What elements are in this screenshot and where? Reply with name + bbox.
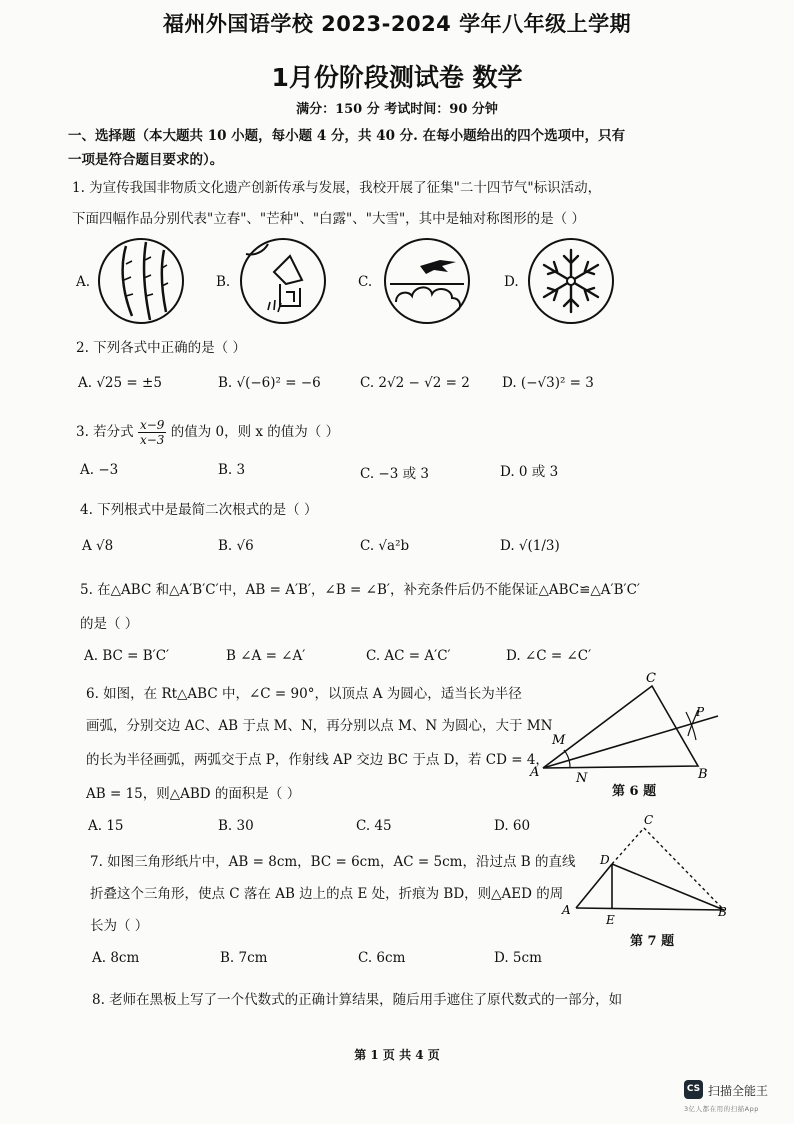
q6-stem-line4: AB = 15，则△ABD 的面积是（ ） — [86, 786, 301, 802]
q1-stem-line2: 下面四幅作品分别代表"立春"、"芒种"、"白露"、"大雪"，其中是轴对称图形的是（ ） — [72, 211, 585, 227]
q5-stem-line2: 的是（ ） — [80, 616, 139, 632]
q1-option-a-label: A. — [76, 274, 91, 290]
q7-option-b: B. 7cm — [220, 950, 268, 966]
q3-option-c: C. −3 或 3 — [360, 466, 430, 482]
q4-stem: 4. 下列根式中是最简二次根式的是（ ） — [80, 502, 318, 518]
q7-figure-caption: 第 7 题 — [630, 934, 675, 949]
exam-meta: 满分：150 分 考试时间：90 分钟 — [296, 102, 498, 117]
q2-stem: 2. 下列各式中正确的是（ ） — [76, 340, 246, 356]
mangzhong-icon — [238, 236, 328, 326]
q7-stem-line2: 折叠这个三角形，使点 C 落在 AB 边上的点 E 处，折痕为 BD，则△AED 的周 — [90, 886, 564, 902]
q6-option-b: B. 30 — [218, 818, 254, 834]
q6-label-m: M — [552, 733, 566, 748]
q3-option-d: D. 0 或 3 — [500, 464, 559, 480]
q7-label-d: D — [600, 853, 610, 867]
q6-stem-line2: 画弧，分别交边 AC、AB 于点 M、N，再分别以点 M、N 为圆心，大于 MN — [86, 718, 553, 734]
q5-option-b: B ∠A = ∠A′ — [226, 648, 306, 664]
q7-stem-line1: 7. 如图三角形纸片中，AB = 8cm，BC = 6cm，AC = 5cm，沿过点 B 的直线 — [90, 854, 576, 870]
camscanner-tagline: 3亿人都在用的扫描App — [684, 1105, 759, 1113]
q7-label-e: E — [606, 913, 615, 927]
q7-label-b: B — [718, 905, 727, 919]
q3-prefix: 3. 若分式 — [76, 424, 134, 440]
q7-option-c: C. 6cm — [358, 950, 406, 966]
q3-option-a: A. −3 — [80, 462, 119, 478]
q3-option-b: B. 3 — [218, 462, 246, 478]
q2-option-d: D. (−√3)² = 3 — [502, 375, 594, 391]
q6-stem-line3: 的长为半径画弧，两弧交于点 P，作射线 AP 交边 BC 于点 D，若 CD = 4， — [86, 752, 549, 768]
exam-title: 福州外国语学校 2023-2024 学年八年级上学期 — [162, 12, 632, 36]
q4-option-a: A √8 — [82, 538, 114, 554]
camscanner-logo-icon: CS — [684, 1080, 703, 1099]
q7-option-d: D. 5cm — [494, 950, 542, 966]
q2-option-b: B. √(−6)² = −6 — [218, 375, 321, 391]
q3-suffix: 的值为 0，则 x 的值为（ ） — [170, 424, 340, 440]
section-heading-line2: 一项是符合题目要求的）。 — [68, 152, 224, 168]
q3-numerator: x−9 — [139, 418, 165, 432]
q6-option-c: C. 45 — [356, 818, 392, 834]
q1-option-d-label: D. — [504, 274, 519, 290]
q6-label-b: B — [698, 767, 708, 782]
q8-stem-line1: 8. 老师在黑板上写了一个代数式的正确计算结果，随后用手遮住了原代数式的一部分，如 — [92, 992, 623, 1008]
q6-option-a: A. 15 — [88, 818, 124, 834]
q5-option-c: C. AC = A′C′ — [366, 648, 451, 664]
q7-figure — [560, 812, 740, 932]
q4-option-c: C. √a²b — [360, 538, 410, 554]
exam-subtitle: 1月份阶段测试卷 数学 — [271, 63, 523, 92]
q5-option-a: A. BC = B′C′ — [84, 648, 170, 664]
q6-figure-caption: 第 6 题 — [612, 784, 657, 799]
q7-label-c: C — [644, 813, 654, 827]
q3-stem — [76, 418, 339, 447]
lichun-icon — [96, 236, 186, 326]
q7-label-a: A — [562, 903, 571, 917]
section-heading-line1: 一、选择题（本大题共 10 小题，每小题 4 分，共 40 分. 在每小题给出的四个选项中，只有 — [68, 128, 626, 144]
q7-stem-line3: 长为（ ） — [90, 918, 149, 934]
q1-stem-line1: 1. 为宣传我国非物质文化遗产创新传承与发展，我校开展了征集"二十四节气"标识活动， — [72, 180, 602, 196]
camscanner-name: 扫描全能王 — [708, 1084, 769, 1098]
q4-option-b: B. √6 — [218, 538, 254, 554]
q6-label-c: C — [646, 671, 656, 686]
daxue-icon — [526, 236, 616, 326]
page-footer: 第 1 页 共 4 页 — [354, 1048, 440, 1062]
q4-option-d: D. √(1/3) — [500, 538, 560, 554]
q1-option-c-label: C. — [358, 274, 373, 290]
q2-option-a: A. √25 = ±5 — [78, 375, 162, 391]
q6-stem-line1: 6. 如图，在 Rt△ABC 中，∠C = 90°，以顶点 A 为圆心，适当长为半径 — [86, 686, 522, 702]
q2-option-c: C. 2√2 − √2 = 2 — [360, 375, 470, 391]
q6-label-a: A — [530, 765, 540, 780]
q6-label-p: P — [696, 705, 705, 719]
q5-option-d: D. ∠C = ∠C′ — [506, 648, 592, 664]
q3-fraction — [138, 418, 166, 447]
q6-label-n: N — [576, 771, 588, 786]
q7-option-a: A. 8cm — [92, 950, 140, 966]
q5-stem-line1: 5. 在△ABC 和△A′B′C′中，AB = A′B′，∠B = ∠B′，补充条件后仍不能保证△ABC≌△A′B′C′ — [80, 582, 640, 598]
q1-option-b-label: B. — [216, 274, 231, 290]
q3-denominator: x−3 — [139, 433, 165, 447]
q6-option-d: D. 60 — [494, 818, 531, 834]
bailu-icon — [382, 236, 472, 326]
